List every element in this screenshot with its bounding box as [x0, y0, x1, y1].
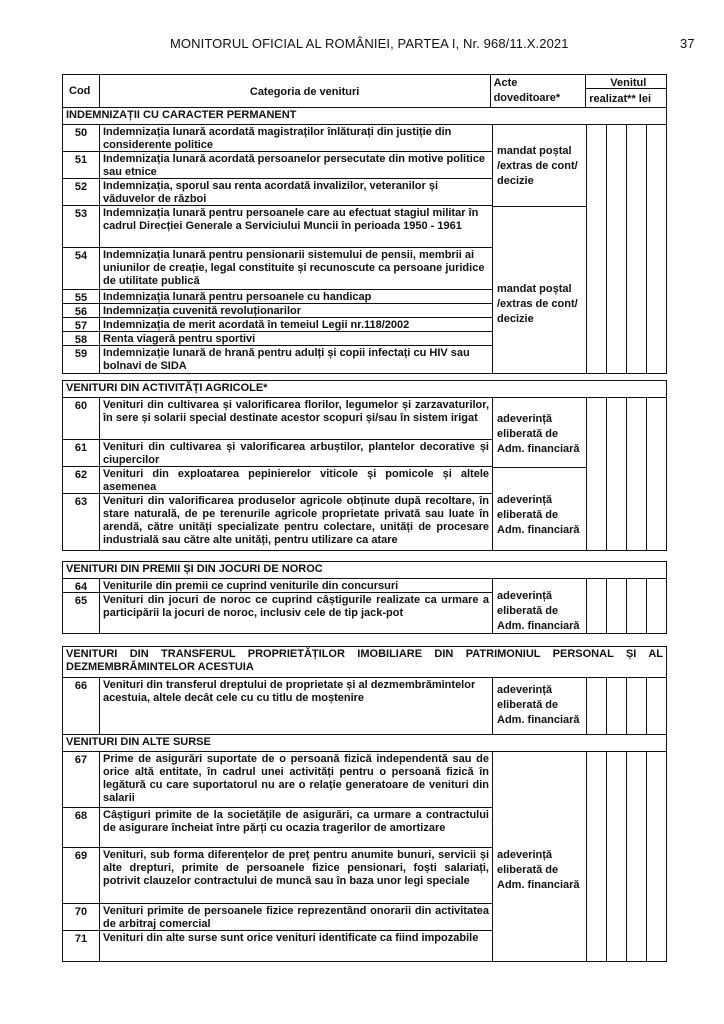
acte-line: decizie — [497, 313, 534, 325]
row-code: 65 — [63, 593, 100, 633]
row-category-text: Veniturile din premii ce cuprind veniturile din concursuri — [103, 580, 399, 592]
table-row — [63, 290, 492, 304]
table-row — [63, 332, 492, 346]
acte-group — [493, 398, 586, 468]
acte-line: Adm. financiară — [497, 443, 580, 455]
row-code: 71 — [63, 931, 100, 961]
header-venit — [586, 75, 666, 107]
acte-line: /extras de cont/ — [497, 298, 578, 310]
table-row — [63, 248, 492, 290]
acte-line: adeverință — [497, 684, 553, 696]
row-code: 58 — [63, 332, 100, 345]
table-row — [63, 152, 492, 179]
venit-digit-cell[interactable] — [607, 125, 627, 373]
table-row — [63, 904, 492, 931]
table-row — [63, 752, 492, 808]
row-category-text: Indemnizația de merit acordată în temeiul Legii nr.118/2002 — [103, 319, 410, 331]
row-category-text: Renta viageră pentru sportivi — [103, 333, 256, 345]
venit-digit-cell[interactable] — [647, 678, 666, 734]
row-code: 63 — [63, 494, 100, 550]
row-category-text: Indemnizația lunară acordată persoanelor persecutate din motive politice sau etnice — [103, 153, 486, 178]
row-code: 67 — [63, 752, 100, 807]
table-row — [63, 206, 492, 248]
page-header — [0, 36, 724, 56]
acte-line: mandat poștal — [497, 283, 572, 295]
row-category-text: Indemnizație lunară de hrană pentru adulți și copii infectați cu HIV sau bolnavi de SIDA — [103, 347, 470, 372]
row-category-text: Indemnizația lunară pentru pensionarii sistemului de pensii, membrii ai uniunilor de creație, legal constituite și recunoscute ca persoane juridice de utilitate publică — [103, 249, 485, 287]
table-header — [62, 74, 667, 108]
row-category-text: Venituri din jocuri de noroc ce cuprind câștigurile realizate ca urmare a participării la jocuri de noroc, inclusiv cele de tip jack-pot — [103, 594, 489, 619]
venit-digit-cell[interactable] — [607, 752, 627, 961]
section-rows — [63, 752, 492, 961]
venit-digit-cell[interactable] — [627, 579, 647, 633]
row-category-text: Indemnizația, sporul sau renta acordată invalizilor, veteranilor și văduvelor de război — [103, 180, 438, 205]
section-rows — [63, 678, 492, 734]
section — [62, 108, 667, 374]
section-title: VENITURI DIN PREMII ȘI DIN JOCURI DE NOROC — [63, 562, 666, 579]
venit-digit-cell[interactable] — [587, 752, 607, 961]
acte-line: eliberată de — [497, 699, 559, 711]
acte-line: adeverință — [497, 590, 553, 602]
income-table — [62, 74, 667, 962]
table-row — [63, 125, 492, 152]
row-code: 53 — [63, 206, 100, 247]
acte-text — [497, 683, 580, 728]
header-acte-label-1: Acte — [493, 77, 518, 89]
publication-title: MONITORUL OFICIAL AL ROMÂNIEI, PARTEA I, Nr. 968/11.X.2021 — [170, 36, 569, 51]
acte-column — [492, 678, 587, 734]
acte-column — [492, 398, 587, 550]
acte-line: /extras de cont/ — [497, 160, 578, 172]
row-code: 51 — [63, 152, 100, 178]
acte-column — [492, 752, 587, 961]
row-category-text: Indemnizația lunară pentru persoanele cu handicap — [103, 291, 372, 303]
acte-text — [497, 282, 578, 327]
venit-digit-cell[interactable] — [607, 579, 627, 633]
table-row — [63, 318, 492, 332]
venit-digit-cell[interactable] — [627, 678, 647, 734]
row-category-text: Câștiguri primite de la societățile de asigurări, ca urmare a contractului de asigurare încheiat între părți cu ocazia tragerilor de amortizare — [103, 809, 489, 834]
acte-line: adeverință — [497, 849, 553, 861]
row-code: 52 — [63, 179, 100, 205]
venit-digit-cell[interactable] — [587, 125, 607, 373]
section-rows — [63, 398, 492, 550]
section-rows — [63, 579, 492, 633]
acte-line: mandat poștal — [497, 145, 572, 157]
acte-group — [493, 467, 586, 550]
section — [62, 561, 667, 634]
section — [62, 380, 667, 551]
table-row — [63, 304, 492, 318]
row-category-text: Venituri din transferul dreptului de proprietate și al dezmembrămintelor acestuia, altele decât cele cu cu titlu de moștenire — [103, 679, 476, 704]
row-code: 62 — [63, 467, 100, 493]
row-category-text: Prime de asigurări suportate de o persoană fizică independentă sau de orice altă entitate, în cadrul unei activități pentru o persoană fizică în legătură cu care suportatorul nu are o relație generatoare de venituri din salarii — [103, 753, 489, 804]
section — [62, 646, 667, 735]
row-code: 68 — [63, 808, 100, 847]
section-body — [63, 398, 666, 550]
header-cod-label: Cod — [69, 85, 91, 97]
acte-line: eliberată de — [497, 428, 559, 440]
row-code: 50 — [63, 125, 100, 151]
acte-text — [497, 144, 578, 189]
row-category-text: Indemnizația lunară acordată magistraților înlăturați din justiție din considerente politice — [103, 126, 452, 151]
acte-line: Adm. financiară — [497, 620, 580, 632]
row-code: 59 — [63, 346, 100, 373]
row-code: 69 — [63, 848, 100, 903]
acte-column — [492, 579, 587, 633]
acte-text — [497, 412, 580, 457]
header-categoria-label: Categoria de venituri — [249, 86, 360, 98]
acte-line: adeverință — [497, 494, 553, 506]
row-category-text: Venituri din exploatarea pepinierelor viticole și pomicole și altele asemenea — [103, 468, 489, 493]
acte-column — [492, 125, 587, 373]
table-row — [63, 398, 492, 440]
header-acte-label-2: doveditoare* — [493, 92, 561, 104]
section-body — [63, 752, 666, 961]
header-venit-label-1: Venitul — [610, 77, 647, 89]
row-category-text: Indemnizația lunară pentru persoanele care au efectuat stagiul militar în cadrul Direcției Generale a Serviciului Muncii în perioada 1950 - 1961 — [103, 207, 479, 232]
header-acte — [491, 75, 587, 107]
section — [62, 735, 667, 962]
row-category-text: Venituri primite de persoanele fizice reprezentând onorarii din activitatea de arbitraj comercial — [103, 905, 489, 930]
venit-digit-cell[interactable] — [647, 579, 666, 633]
page-number: 37 — [680, 36, 695, 51]
row-code: 60 — [63, 398, 100, 439]
venit-digit-cell[interactable] — [587, 579, 607, 633]
section-body — [63, 125, 666, 373]
table-row — [63, 440, 492, 467]
row-code: 61 — [63, 440, 100, 466]
acte-group — [493, 206, 586, 373]
acte-line: adeverință — [497, 413, 553, 425]
section-title: VENITURI DIN ACTIVITĂȚI AGRICOLE* — [63, 381, 666, 398]
acte-text — [497, 493, 580, 538]
acte-group — [493, 125, 586, 207]
venit-digit-cell[interactable] — [587, 398, 607, 550]
table-row — [63, 848, 492, 904]
header-cod — [63, 75, 100, 107]
section-spacer — [62, 551, 667, 561]
row-code: 56 — [63, 304, 100, 317]
acte-line: decizie — [497, 175, 534, 187]
acte-line: eliberată de — [497, 509, 559, 521]
venit-input-cells[interactable] — [587, 678, 666, 734]
venit-digit-cell[interactable] — [607, 678, 627, 734]
row-code: 66 — [63, 678, 100, 734]
table-row — [63, 346, 492, 373]
row-code: 55 — [63, 290, 100, 303]
section-body — [63, 678, 666, 734]
row-category-text: Venituri din cultivarea și valorificarea arbuștilor, plantelor decorative și ciupercilor — [103, 441, 489, 466]
table-row — [63, 931, 492, 961]
section-rows — [63, 125, 492, 373]
venit-input-cells[interactable] — [587, 398, 666, 550]
venit-digit-cell[interactable] — [627, 125, 647, 373]
section-title: VENITURI DIN ALTE SURSE — [63, 735, 666, 752]
section-title: INDEMNIZAȚII CU CARACTER PERMANENT — [63, 108, 666, 125]
acte-line: eliberată de — [497, 605, 559, 617]
header-categoria — [100, 75, 491, 107]
row-code: 70 — [63, 904, 100, 930]
table-row — [63, 808, 492, 848]
venit-digit-cell[interactable] — [587, 678, 607, 734]
acte-line: Adm. financiară — [497, 714, 580, 726]
row-category-text: Venituri din cultivarea și valorificarea florilor, legumelor și zarzavaturilor, în sere și solarii special destinate acestor scopuri și/sau în sistem irigat — [103, 399, 489, 424]
venit-input-cells[interactable] — [587, 752, 666, 961]
row-category-text: Indemnizația cuvenită revoluționarilor — [103, 305, 302, 317]
acte-text — [497, 848, 580, 893]
acte-group — [493, 678, 586, 734]
row-category-text: Venituri, sub forma diferențelor de preț pentru anumite bunuri, servicii și alte drepturi, primite de persoanele fizice pensionari, foști salariați, potrivit clauzelor contractului de muncă sau în baza unor legi speciale — [103, 849, 489, 887]
venit-digit-cell[interactable] — [647, 752, 666, 961]
row-code: 54 — [63, 248, 100, 289]
acte-group — [493, 752, 586, 961]
venit-digit-cell[interactable] — [627, 398, 647, 550]
section-body — [63, 579, 666, 633]
row-category-text: Venituri din valorificarea produselor agricole obținute după recoltare, în stare naturală, de pe terenurile agricole proprietate privată sau luate în arendă, către unități specializate pentru colectare, unități de procesare industrială sau către alte unități, pentru utilizare ca atare — [103, 495, 489, 546]
table-row — [63, 579, 492, 593]
section-title: VENITURI DIN TRANSFERUL PROPRIETĂȚILOR IMOBILIARE DIN PATRIMONIUL PERSONAL ȘI AL DEZMEMBRĂMINTELOR ACESTUIA — [63, 647, 666, 678]
header-venit-label-2: realizat** lei — [589, 93, 652, 105]
acte-group — [493, 579, 586, 633]
venit-digit-cell[interactable] — [627, 752, 647, 961]
table-row — [63, 593, 492, 633]
row-code: 64 — [63, 579, 100, 592]
row-code: 57 — [63, 318, 100, 331]
acte-line: eliberată de — [497, 864, 559, 876]
row-category-text: Venituri din alte surse sunt orice venituri identificate ca fiind impozabile — [103, 932, 479, 944]
section-spacer — [62, 634, 667, 646]
acte-text — [497, 589, 580, 634]
venit-digit-cell[interactable] — [647, 125, 666, 373]
venit-digit-cell[interactable] — [607, 398, 627, 550]
table-row — [63, 467, 492, 494]
table-row — [63, 494, 492, 550]
table-row — [63, 179, 492, 206]
venit-input-cells[interactable] — [587, 125, 666, 373]
acte-line: Adm. financiară — [497, 524, 580, 536]
acte-line: Adm. financiară — [497, 879, 580, 891]
venit-input-cells[interactable] — [587, 579, 666, 633]
table-row — [63, 678, 492, 734]
venit-digit-cell[interactable] — [647, 398, 666, 550]
